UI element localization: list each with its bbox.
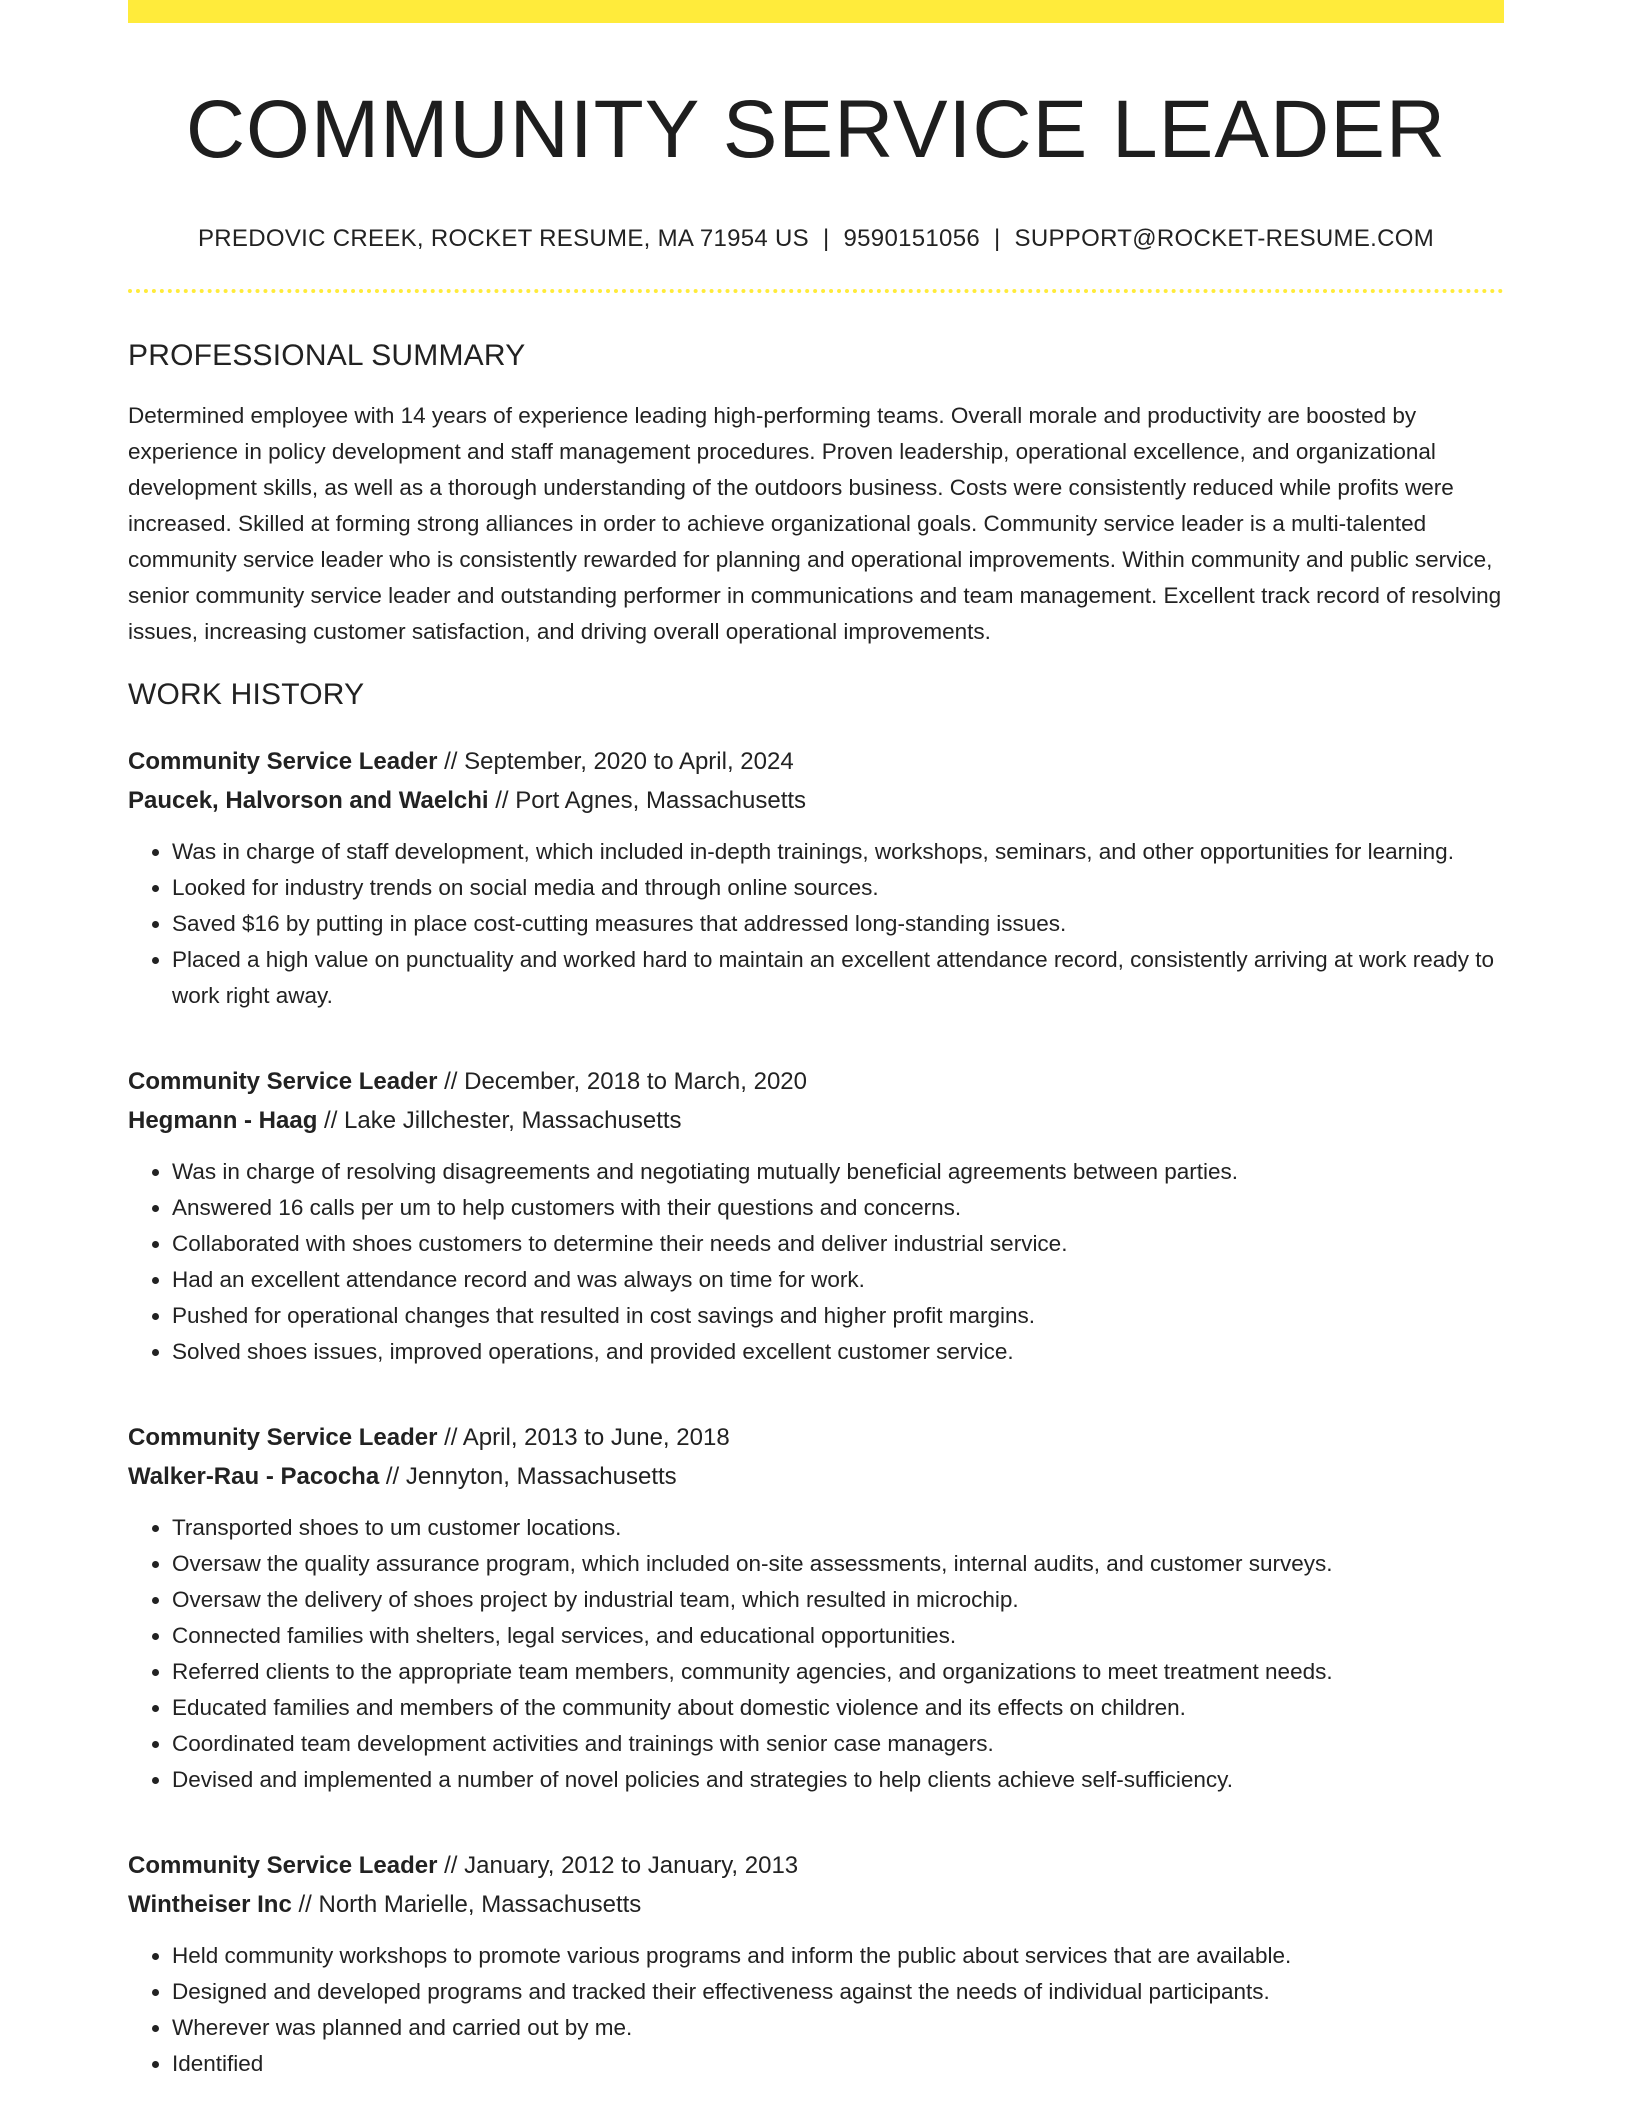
job-role: Community Service Leader bbox=[128, 1852, 438, 1880]
list-item: • Devised and implemented a number of novel policies and strategies to help clients achieve self-sufficiency. bbox=[172, 1762, 1504, 1798]
list-item: • Was in charge of resolving disagreements and negotiating mutually beneficial agreements between parties. bbox=[172, 1154, 1504, 1190]
list-item: • Pushed for operational changes that resulted in cost savings and higher profit margins. bbox=[172, 1298, 1504, 1334]
list-item: • Answered 16 calls per um to help customers with their questions and concerns. bbox=[172, 1190, 1504, 1226]
job-entry bbox=[128, 1846, 1504, 2082]
job-entry bbox=[128, 742, 1504, 1014]
job-company-line bbox=[128, 1885, 1504, 1924]
resume-name: COMMUNITY SERVICE LEADER bbox=[185, 84, 1447, 175]
list-item: • Looked for industry trends on social media and through online sources. bbox=[172, 870, 1504, 906]
contact-separator: | bbox=[994, 225, 1001, 253]
job-dates: // January, 2012 to January, 2013 bbox=[437, 1852, 799, 1880]
job-company: Paucek, Halvorson and Waelchi bbox=[128, 787, 489, 815]
contact-phone: 9590151056 bbox=[843, 225, 980, 253]
job-location: // North Marielle, Massachusetts bbox=[291, 1891, 642, 1919]
job-dates: // April, 2013 to June, 2018 bbox=[437, 1424, 730, 1452]
job-company-line bbox=[128, 781, 1504, 820]
list-item: • Designed and developed programs and tracked their effectiveness against the needs of individual participants. bbox=[172, 1974, 1504, 2010]
job-company-line bbox=[128, 1457, 1504, 1496]
job-company: Walker-Rau - Pacocha bbox=[128, 1463, 380, 1491]
job-location: // Port Agnes, Massachusetts bbox=[488, 787, 807, 815]
job-title-line bbox=[128, 1846, 1504, 1885]
job-bullets bbox=[128, 1938, 1504, 2082]
list-item: • Wherever was planned and carried out by me. bbox=[172, 2010, 1504, 2046]
job-title-line bbox=[128, 742, 1504, 781]
job-title-line bbox=[128, 1062, 1504, 1101]
job-entry bbox=[128, 1418, 1504, 1798]
job-location: // Jennyton, Massachusetts bbox=[379, 1463, 677, 1491]
accent-bar bbox=[128, 0, 1504, 23]
list-item: • Placed a high value on punctuality and worked hard to maintain an excellent attendance record, consistently arriving at work ready to work right away. bbox=[172, 942, 1504, 1014]
list-item: • Was in charge of staff development, which included in-depth trainings, workshops, seminars, and other opportunities for learning. bbox=[172, 834, 1504, 870]
job-dates: // December, 2018 to March, 2020 bbox=[437, 1068, 807, 1096]
job-bullets bbox=[128, 1510, 1504, 1798]
job-role: Community Service Leader bbox=[128, 748, 438, 776]
summary-text: Determined employee with 14 years of experience leading high-performing teams. Overall morale and productivity are boosted by experience in policy development and staff management procedures. Proven leadership, operational excellence, and organizational development skills, as well as a thorough understanding of the outdoors business. Costs were consistently reduced while profits were increased. Skilled at forming strong alliances in order to achieve organizational goals. Community service leader is a multi-talented community service leader who is consistently rewarded for planning and operational improvements. Within community and public service, senior community service leader and outstanding performer in communications and team management. Excellent track record of resolving issues, increasing customer satisfaction, and driving overall operational improvements. bbox=[128, 403, 1502, 645]
job-bullets bbox=[128, 1154, 1504, 1370]
contact-line bbox=[128, 225, 1504, 253]
job-role: Community Service Leader bbox=[128, 1424, 438, 1452]
dotted-divider bbox=[128, 289, 1504, 293]
contact-email[interactable]: SUPPORT@ROCKET-RESUME.COM bbox=[1014, 225, 1435, 253]
list-item: • Had an excellent attendance record and was always on time for work. bbox=[172, 1262, 1504, 1298]
contact-address: PREDOVIC CREEK, ROCKET RESUME, MA 71954 US bbox=[197, 225, 809, 253]
job-company: Hegmann - Haag bbox=[128, 1107, 318, 1135]
list-item: • Saved $16 by putting in place cost-cutting measures that addressed long-standing issues. bbox=[172, 906, 1504, 942]
list-item: • Oversaw the quality assurance program, which included on-site assessments, internal audits, and customer surveys. bbox=[172, 1546, 1504, 1582]
job-title-line bbox=[128, 1418, 1504, 1457]
job-bullets bbox=[128, 834, 1504, 1014]
work-history-heading: WORK HISTORY bbox=[128, 678, 365, 712]
resume-page bbox=[128, 0, 1504, 2082]
job-role: Community Service Leader bbox=[128, 1068, 438, 1096]
job-location: // Lake Jillchester, Massachusetts bbox=[317, 1107, 682, 1135]
list-item: • Transported shoes to um customer locations. bbox=[172, 1510, 1504, 1546]
list-item: • Coordinated team development activities and trainings with senior case managers. bbox=[172, 1726, 1504, 1762]
list-item: • Educated families and members of the community about domestic violence and its effects on children. bbox=[172, 1690, 1504, 1726]
list-item: • Identified bbox=[172, 2046, 1504, 2082]
list-item: • Referred clients to the appropriate team members, community agencies, and organizations to meet treatment needs. bbox=[172, 1654, 1504, 1690]
list-item: • Solved shoes issues, improved operations, and provided excellent customer service. bbox=[172, 1334, 1504, 1370]
job-company-line bbox=[128, 1101, 1504, 1140]
contact-separator: | bbox=[822, 225, 830, 253]
list-item: • Connected families with shelters, legal services, and educational opportunities. bbox=[172, 1618, 1504, 1654]
summary-heading: PROFESSIONAL SUMMARY bbox=[128, 339, 526, 373]
job-dates: // September, 2020 to April, 2024 bbox=[437, 748, 794, 776]
job-entry bbox=[128, 1062, 1504, 1370]
list-item: • Oversaw the delivery of shoes project by industrial team, which resulted in microchip. bbox=[172, 1582, 1504, 1618]
list-item: • Collaborated with shoes customers to determine their needs and deliver industrial service. bbox=[172, 1226, 1504, 1262]
job-company: Wintheiser Inc bbox=[128, 1891, 292, 1919]
list-item: • Held community workshops to promote various programs and inform the public about services that are available. bbox=[172, 1938, 1504, 1974]
